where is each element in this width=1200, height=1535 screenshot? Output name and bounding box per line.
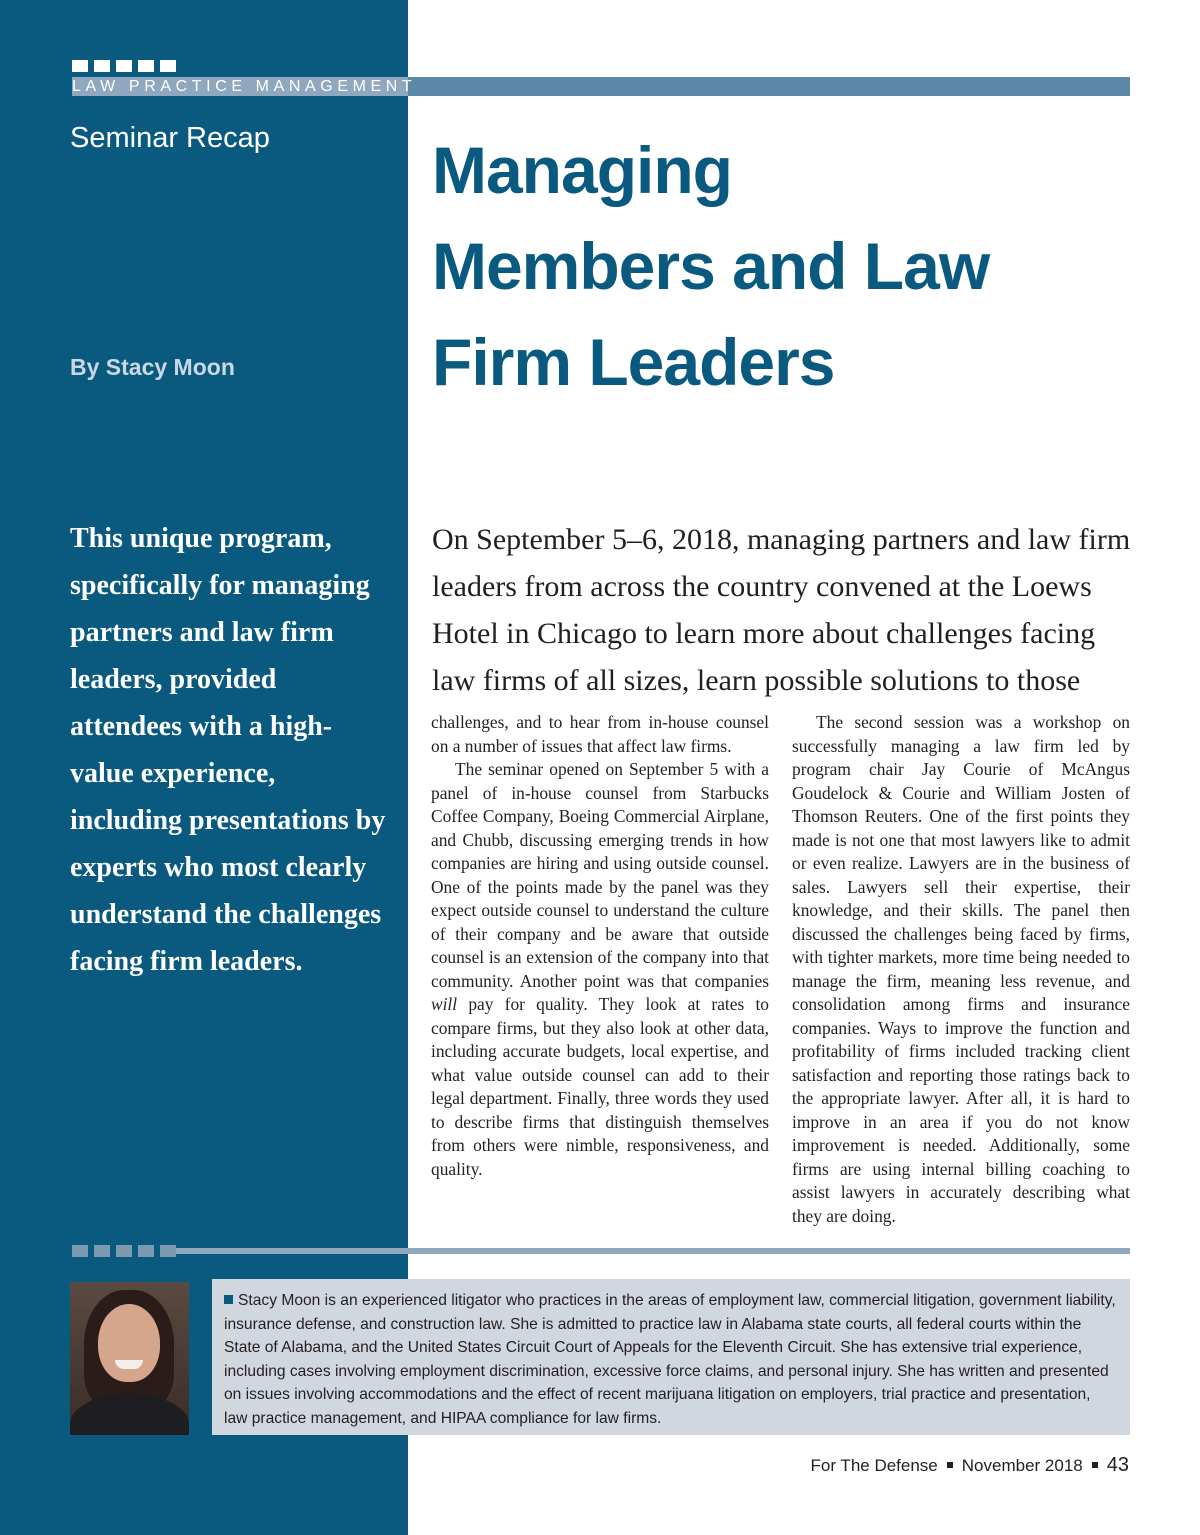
byline: By Stacy Moon [70, 354, 235, 380]
footer-date: November 2018 [961, 1456, 1083, 1475]
title-line: Members and Law [432, 229, 990, 303]
square-separator-icon [1092, 1462, 1098, 1468]
body-text: The seminar opened on September 5 with a panel of in-house counsel from Starbucks Coffee Company, Boeing Commercial Airplane, and Chubb, discussing emerging trends in how companies are hiring and using outside counsel. One of the points made by the panel was they expect outside counsel to understand the culture of their company and be aware that outside counsel is an extension of the company into that community. Another point was that companies [431, 759, 769, 991]
author-bio-text: Stacy Moon is an experienced litigator who practices in the areas of employment law, commercial litigation, government liability, insurance defense, and construction law. She is admitted to practice law in Alabama state courts, all federal courts within the State of Alabama, and the United States Circuit Court of Appeals for the Eleventh Circuit. She has extensive trial experience, including cases involving employment discrimination, excessive force claims, and personal injury. She has written and presented on issues involving accommodations and the effect of recent marijuana litigation on employers, trial practice and presentation, law practice management, and HIPAA compliance for law firms. [224, 1292, 1116, 1427]
pull-quote-line: specifically for managing [70, 570, 370, 601]
footer-publication: For The Defense [810, 1456, 938, 1475]
square-bullet-icon [224, 1295, 233, 1304]
lede-line: leaders from across the country convened at the Loews [432, 570, 1092, 603]
title-line: Firm Leaders [432, 325, 835, 399]
body-column-left [431, 711, 769, 1181]
body-column-right [792, 711, 1130, 1228]
lede-line: law firms of all sizes, learn possible solutions to those [432, 664, 1081, 697]
page-number: 43 [1106, 1454, 1129, 1476]
body-paragraph: challenges, and to hear from in-house counsel on a number of issues that affect law firms. [431, 712, 769, 756]
pull-quote-line: This unique program, [70, 523, 332, 554]
pull-quote-line: understand the challenges [70, 899, 382, 930]
body-paragraph [431, 758, 769, 1181]
divider-rule [176, 1248, 1130, 1254]
author-bio-box [212, 1279, 1130, 1435]
pull-quote-line: facing firm leaders. [70, 946, 303, 977]
decorative-squares-bottom [72, 1245, 176, 1257]
pull-quote [70, 515, 400, 985]
lede-line: Hotel in Chicago to learn more about challenges facing [432, 617, 1096, 650]
emphasis-text: will [431, 994, 458, 1014]
body-paragraph: The second session was a workshop on successfully managing a law firm led by program chair Jay Courie of McAngus Goudelock & Courie and William Josten of Thomson Reuters. One of the first points they made is not one that most lawyers like to admit or even realize. Lawyers are in the business of sales. Lawyers sell their expertise, their knowledge, and their skills. The panel then discussed the challenges being faced by firms, with tighter markets, more time being needed to manage the firm, meaning less revenue, and consolidation among firms and insurance companies. Ways to improve the function and profitability of firms included tracking client satisfaction and reporting those ratings back to the appropriate lawyer. After all, it is hard to improve in an area if you do not know improvement is needed. Additionally, some firms are using internal billing coaching to assist lawyers in accurately describing what they are doing. [792, 712, 1130, 1226]
pull-quote-line: value experience, [70, 758, 276, 789]
pull-quote-line: partners and law firm [70, 617, 334, 648]
decorative-squares-top [72, 60, 176, 72]
lede-paragraph [432, 516, 1132, 704]
kicker: Seminar Recap [70, 122, 270, 154]
pull-quote-line: attendees with a high- [70, 711, 333, 742]
article-title [432, 122, 1152, 410]
title-line: Managing [432, 133, 732, 207]
author-photo [70, 1282, 189, 1435]
pull-quote-line: leaders, provided [70, 664, 277, 695]
square-separator-icon [947, 1462, 953, 1468]
section-label: LAW PRACTICE MANAGEMENT [72, 78, 417, 95]
pull-quote-line: including presentations by [70, 805, 386, 836]
body-text: pay for quality. They look at rates to compare firms, but they also look at other data, including accurate budgets, local expertise, and what value outside counsel can add to their legal department. Finally, three words they used to describe firms that distinguish themselves from others were nimble, responsiveness, and quality. [431, 994, 769, 1179]
lede-line: On September 5–6, 2018, managing partners and law firm [432, 523, 1131, 556]
pull-quote-line: experts who most clearly [70, 852, 367, 883]
page-footer [811, 1453, 1129, 1478]
